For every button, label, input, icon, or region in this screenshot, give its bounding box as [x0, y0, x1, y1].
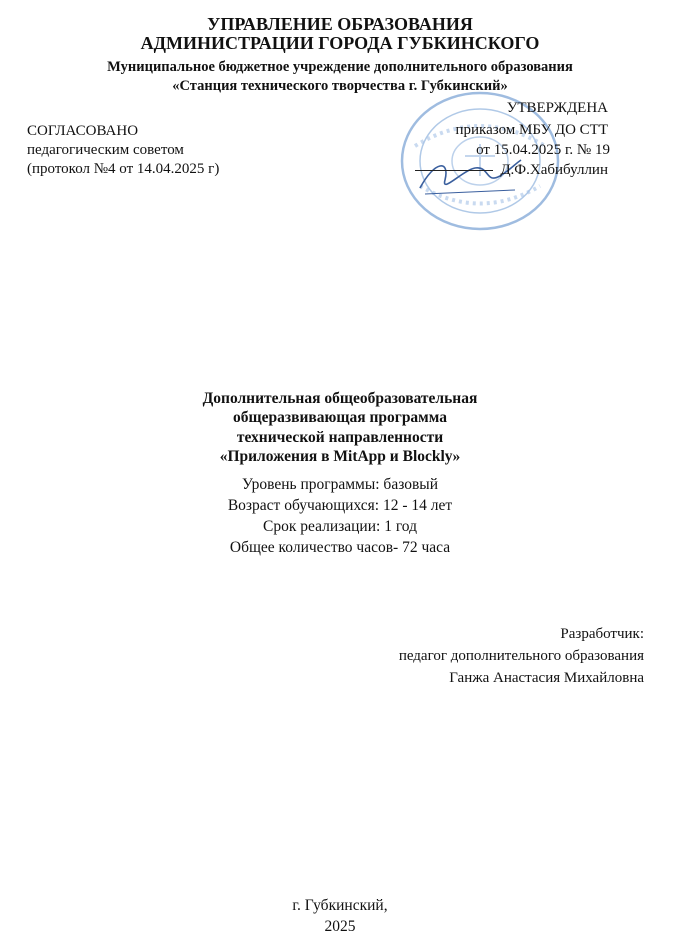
program-title-line-3: технической направленности: [236, 429, 444, 446]
header-line-1: УПРАВЛЕНИЕ ОБРАЗОВАНИЯ: [207, 14, 473, 34]
program-duration: Срок реализации: 1 год: [263, 518, 417, 535]
approval-left-line-2: (протокол №4 от 14.04.2025 г): [27, 161, 220, 177]
developer-label: Разработчик:: [560, 626, 644, 642]
header-line-4: «Станция технического творчества г. Губкинский»: [172, 78, 508, 94]
developer-role: педагог дополнительного образования: [398, 648, 644, 664]
program-title-line-4: «Приложения в MitApp и Blockly»: [219, 448, 461, 465]
header-line-2: АДМИНИСТРАЦИИ ГОРОДА ГУБКИНСКОГО: [140, 33, 540, 53]
approval-right-line-2: от 15.04.2025 г. № 19: [476, 142, 610, 158]
program-level: Уровень программы: базовый: [241, 476, 439, 493]
approval-right-line-1: приказом МБУ ДО СТТ: [455, 122, 608, 138]
approval-left-line-1: педагогическим советом: [27, 142, 184, 158]
footer-city: г. Губкинский,: [292, 897, 388, 914]
signature-line: [415, 170, 493, 171]
footer-year: 2025: [324, 918, 356, 935]
approval-left: [27, 122, 219, 179]
approval-left-title: СОГЛАСОВАНО: [27, 123, 139, 139]
header-line-3: Муниципальное бюджетное учреждение дополнительного образования: [107, 59, 573, 75]
program-title-line-2: общеразвивающая программа: [233, 409, 447, 426]
developer-name: Ганжа Анастасия Михайловна: [449, 670, 644, 686]
approval-right-title: УТВЕРЖДЕНА: [506, 100, 608, 116]
program-title-line-1: Дополнительная общеобразовательная: [202, 390, 478, 407]
program-age: Возраст обучающихся: 12 - 14 лет: [227, 497, 453, 514]
approval-right-line-3: Д.Ф.Хабибуллин: [500, 162, 608, 178]
program-hours: Общее количество часов- 72 часа: [229, 539, 451, 556]
